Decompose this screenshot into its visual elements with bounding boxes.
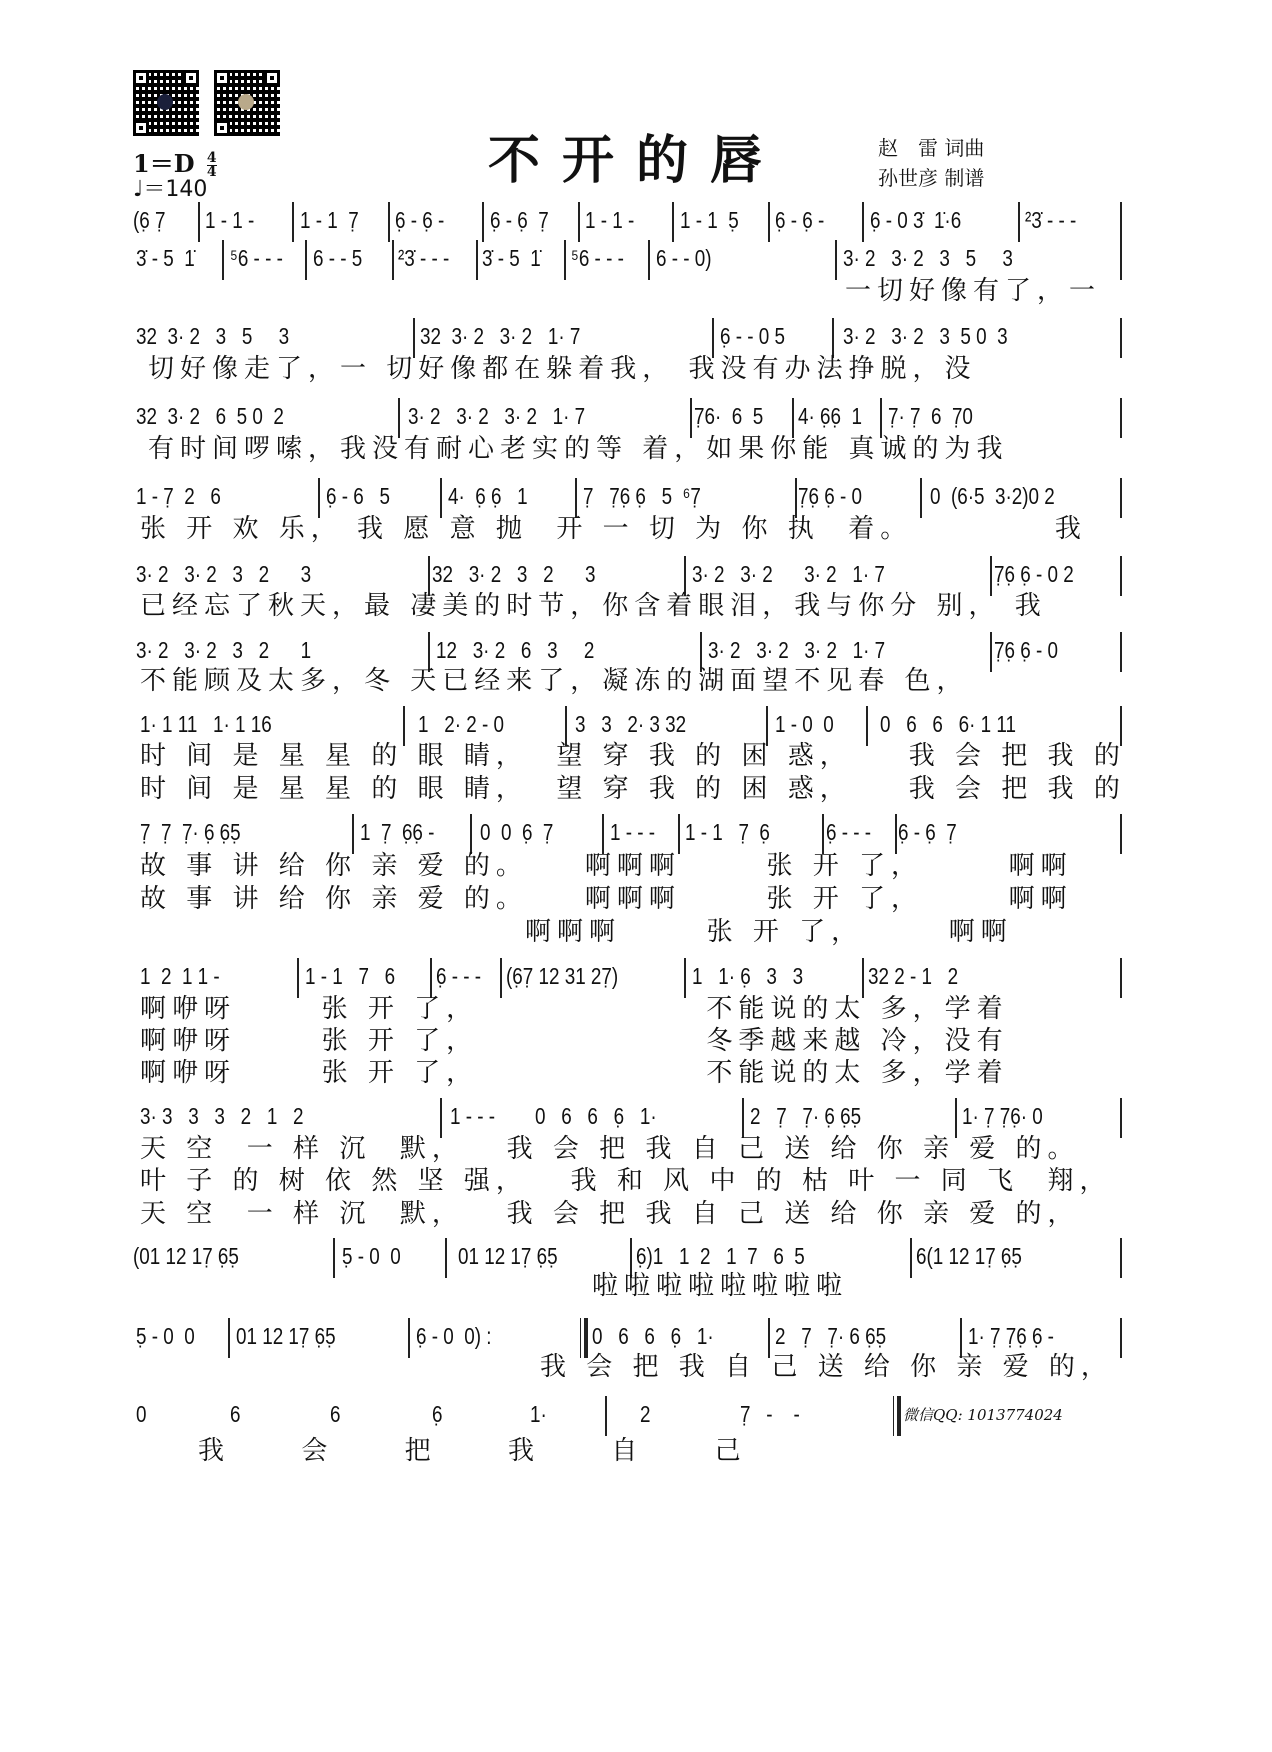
note-group: 3· 2 3· 2 3· 2 1· 7 (708, 637, 886, 663)
lyric-line: 啊咿呀 张 开 了， 冬季越来越 冷，没有 (140, 1026, 1009, 1056)
arranger-credit: 孙世彦 制谱 (878, 166, 985, 190)
barline (388, 202, 390, 242)
note-group: 4· 6̣ 6̣ 1 (448, 483, 528, 509)
note-group: 0 6 6 6· 1 11 (880, 711, 1016, 737)
note-group: 3· 2 3· 2 3 2 1 (136, 637, 312, 663)
note-group: 1 2 1 1 - (140, 963, 220, 989)
note-group: 12 3· 2 6 3 2 (436, 637, 595, 663)
note-group: 7̣6̣ 6̣ - 0 (798, 483, 862, 509)
note-group: 6 (230, 1401, 241, 1427)
note-group: 6̣ - 6̣ 7̣ (490, 207, 549, 233)
note-group: 6(1 12 17̣ 6̣5̣ (916, 1243, 1022, 1269)
lyric-line: 啊啊啊 张 开 了， 啊啊 (525, 917, 1013, 947)
note-group: 1· 7̣ 7̣6̣· 0 (962, 1103, 1043, 1129)
note-group: 7̣6̣ 6̣ - 0 2 (994, 561, 1074, 587)
note-group: 1· (530, 1401, 547, 1427)
note-group: 3̇ - 5 1̇ (136, 245, 195, 271)
note-group: 2 7̣ 7̣· 6 6̣5̣ (775, 1323, 887, 1349)
note-group: 1 7̣ 6̣6̣ - (360, 819, 435, 845)
note-group: 6̣ - 0 0) : (416, 1323, 492, 1349)
note-group: 1 - - - (450, 1103, 496, 1129)
note-group: 1 - 1 7̣ (300, 207, 359, 233)
note-group: 6 - - 0) (656, 245, 712, 271)
note-group: (01 12 17̣ 6̣5̣ (133, 1243, 239, 1269)
note-group: 1 2· 2 - 0 (418, 711, 504, 737)
note-group: 32 3· 2 3 5 3 (136, 323, 290, 349)
note-group: 6̣ - 6̣ - (395, 207, 445, 233)
lyric-line: 有时间啰嗦，我没有耐心老实的等 着，如果你能 真诚的为我 (148, 434, 1009, 464)
note-group: ⁵6 - - - (230, 245, 283, 271)
note-group: 6 (330, 1401, 341, 1427)
note-group: 6 - - 5 (313, 245, 363, 271)
note-group: 3· 2 3· 2 3· 2 1· 7 (408, 403, 586, 429)
note-group: 32 3· 2 6 5 0 2 (136, 403, 284, 429)
lyric-line: 张 开 欢 乐， 我 愿 意 抛 开 一 切 为 你 执 着。 我 (140, 514, 1087, 544)
note-group: 1 - 1 5̣ (680, 207, 739, 233)
song-title: 不开的唇 (487, 130, 784, 191)
lyric-line: 切好像走了，一 切好像都在躲着我， 我没有办法挣脱，没 (148, 354, 977, 384)
barline (648, 240, 650, 280)
barline (578, 202, 580, 242)
key-label: 1＝D (133, 149, 195, 178)
barline (672, 202, 674, 242)
barline (1018, 202, 1020, 242)
lyric-line: 天 空 一 样 沉 默， 我 会 把 我 自 己 送 给 你 亲 爱 的。 (140, 1134, 1080, 1164)
note-group: 2 (640, 1401, 651, 1427)
note-group: 32 3· 2 3 2 3 (432, 561, 596, 587)
note-group: 1 - - - (610, 819, 656, 845)
barline (198, 202, 200, 242)
lyric-line: 时 间 是 星 星 的 眼 睛， 望 穿 我 的 困 惑， 我 会 把 我 的 (140, 741, 1126, 771)
barline (564, 240, 566, 280)
note-group: 3̇ - 5 1̇ (482, 245, 541, 271)
lyric-line: 故 事 讲 给 你 亲 爱 的。 啊啊啊 张 开 了， 啊啊 (140, 851, 1073, 881)
lyric-line: 我 会 把 我 自 己 送 给 你 亲 爱 的， (540, 1352, 1113, 1382)
lyric-line: 天 空 一 样 沉 默， 我 会 把 我 自 己 送 给 你 亲 爱 的， (140, 1199, 1080, 1229)
note-group: 01 12 17̣ 6̣5̣ (458, 1243, 558, 1269)
note-group: 7̣· 7̣ 6 7̣0 (888, 403, 973, 429)
note-group: 0 (136, 1401, 147, 1427)
note-group: 3 3 2· 3 32 (575, 711, 687, 737)
tempo-marking: ♩＝140 (133, 177, 208, 202)
note-group: 3· 3 3 3 2 1 2 (140, 1103, 304, 1129)
note-group: 1 - 7̣ 2 6 (136, 483, 221, 509)
barline (445, 1238, 447, 1278)
barline (476, 240, 478, 280)
barline (333, 1238, 335, 1278)
note-group: 32 2 - 1 2 (868, 963, 959, 989)
note-group: 1 - 1 7 6 (305, 963, 396, 989)
lyric-line: 啊咿呀 张 开 了， 不能说的太 多，学着 (140, 994, 1009, 1024)
barline (408, 1318, 410, 1358)
note-group: 32 3· 2 3· 2 1· 7 (420, 323, 581, 349)
lyric-line: 时 间 是 星 星 的 眼 睛， 望 穿 我 的 困 惑， 我 会 把 我 的 (140, 774, 1126, 804)
lyricist-composer-credit: 赵 雷 词曲 (878, 136, 985, 160)
note-group: 6̣ - 6̣ 7̣ (898, 819, 957, 845)
note-group: 1 1· 6̣ 3 3 (692, 963, 804, 989)
note-group: 6̣ - 6̣ - (775, 207, 825, 233)
note-group: 6̣ - - - (436, 963, 482, 989)
barline (482, 202, 484, 242)
note-group: 7̣ 7̣ 7̣· 6̣ 6̣5̣ (140, 819, 241, 845)
note-group: 7̣ 7̣6̣ 6̣ 5 ⁶7̣ (583, 483, 701, 509)
note-group: 0 6 6 6̣ 1· (535, 1103, 657, 1129)
quarter-note-icon: ♩ (133, 177, 144, 202)
note-group: (6̣7̣ 12 31 27̣) (506, 963, 619, 989)
note-group: ²3̇ - - - (398, 245, 450, 271)
barline (1120, 202, 1122, 242)
note-group: 6̣ (432, 1401, 443, 1427)
barline (292, 202, 294, 242)
note-group: (6̣ 7̣ (133, 207, 166, 233)
barline (862, 202, 864, 242)
note-group: 1 - 1 - (585, 207, 635, 233)
barline (305, 240, 307, 280)
note-group: 1 - 1 7̣ 6̣ (685, 819, 770, 845)
barline (222, 240, 224, 280)
note-group: 3· 2 3· 2 3 5 0 3 (843, 323, 1008, 349)
note-group: 6̣ - - - (826, 819, 872, 845)
note-group: 7̣6̣ 6̣ - 0 (994, 637, 1058, 663)
note-group: 3· 2 3· 2 3 2 3 (136, 561, 312, 587)
contact-info: 微信QQ: 1013774024 (903, 1406, 1063, 1424)
note-group: 01 12 17̣ 6̣5̣ (236, 1323, 336, 1349)
note-group: 1· 7̣ 7̣6̣ 6̣ - (968, 1323, 1054, 1349)
note-group: 7̣ - - (740, 1401, 800, 1427)
barline (835, 240, 837, 280)
note-group: 2 7̣ 7̣· 6̣ 6̣5̣ (750, 1103, 862, 1129)
note-group: 5̣ - 0 0 (136, 1323, 195, 1349)
lyric-line: 啦啦啦啦啦啦啦啦 (592, 1271, 849, 1301)
lyric-line: 一切好像有了，一 (845, 276, 1102, 306)
notation-row (0, 206, 1272, 246)
note-group: 7̣6· 6 5 (694, 403, 764, 429)
time-signature: $\frac{4}{4}$ (206, 150, 217, 180)
note-group: 6̣)1 1 2 1 7 6 5 (636, 1243, 805, 1269)
note-group: 1· 1 11 1· 1 16 (140, 711, 272, 737)
lyric-line: 故 事 讲 给 你 亲 爱 的。 啊啊啊 张 开 了， 啊啊 (140, 884, 1073, 914)
note-group: 1 - 0 0 (775, 711, 834, 737)
note-group: 0 (6·5 3·2)0 2 (930, 483, 1055, 509)
lyric-line: 已经忘了秋天，最 凄美的时节，你含着眼泪，我与你分 别， 我 (140, 591, 1047, 621)
note-group: 3· 2 3· 2 3· 2 1· 7 (692, 561, 885, 587)
note-group: 6̣ - - 0 5 (720, 323, 785, 349)
barline (392, 240, 394, 280)
lyric-line: 不能顾及太多，冬 天已经来了，凝冻的湖面望不见春 色， (140, 666, 969, 696)
note-group: 5̣ - 0 0 (342, 1243, 401, 1269)
note-group: 4· 6̣6̣ 1 (798, 403, 862, 429)
note-group: 0 0 6̣ 7̣ (480, 819, 554, 845)
note-group: ²3̇ - - - (1025, 207, 1077, 233)
note-group: 6̣ - 0 3̇ 1̇·6 (870, 207, 962, 233)
lyric-line: 叶 子 的 树 依 然 坚 强， 我 和 风 中 的 枯 叶 一 同 飞 翔， (140, 1166, 1112, 1196)
note-group: 1 - 1 - (205, 207, 255, 233)
lyric-line: 我 会 把 我 自 己 (198, 1436, 747, 1466)
note-group: 6̣ - 6 5 (326, 483, 390, 509)
note-group: 3· 2 3· 2 3 5 3 (843, 245, 1013, 271)
lyric-line: 啊咿呀 张 开 了， 不能说的太 多，学着 (140, 1058, 1009, 1088)
note-group: 0 6 6 6̣ 1· (592, 1323, 714, 1349)
barline (768, 202, 770, 242)
note-group: ⁵6 - - - (571, 245, 624, 271)
barline (228, 1318, 230, 1358)
